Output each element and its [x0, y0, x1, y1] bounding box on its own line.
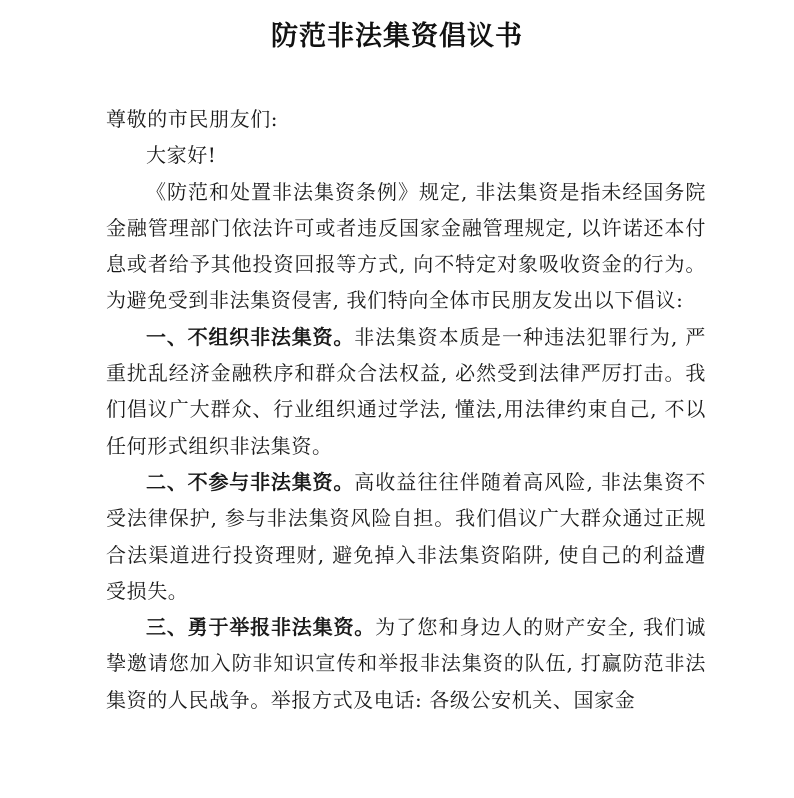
intro-paragraph: 《防范和处置非法集资条例》规定, 非法集资是指未经国务院金融管理部门依法许可或者违反国家金融管理规定, 以许诺还本付息或者给予其他投资回报等方式, 向不特定对象吸收资金的行为。为避免受到非法集资侵害, 我们特向全体市民朋友发出以下倡议: — [106, 179, 706, 313]
item-paragraph-2 — [106, 464, 706, 609]
page-title: 防范非法集资倡议书 — [271, 21, 523, 52]
item-lead-2: 二、不参与非法集资。 — [146, 469, 355, 494]
item-text-3: 为了您和身边人的财产安全, 我们诚挚邀请您加入防非知识宣传和举报非法集资的队伍, 打赢防范非法集资的人民战争。举报方式及电话: 各级公安机关、国家金 — [106, 615, 706, 712]
salutation: 尊敬的市民朋友们: — [106, 107, 279, 131]
item-text-1: 非法集资本质是一种违法犯罪行为, 严重扰乱经济金融秩序和群众合法权益, 必然受到法律严厉打击。我们倡议广大群众、行业组织通过学法, 懂法,用法律约束自己, 不以任何形式组织非法集资。 — [106, 324, 707, 458]
document-body — [106, 101, 706, 718]
item-paragraph-1 — [106, 319, 706, 464]
greeting: 大家好! — [146, 143, 217, 168]
item-lead-1: 一、不组织非法集资。 — [146, 324, 355, 349]
item-lead-3: 三、勇于举报非法集资。 — [146, 615, 376, 640]
item-paragraph-3 — [106, 609, 706, 718]
item-text-2: 高收益往往伴随着高风险, 非法集资不受法律保护, 参与非法集资风险自担。我们倡议广大群众通过正规合法渠道进行投资理财, 避免掉入非法集资陷阱, 使自己的利益遭受损失。 — [106, 469, 707, 603]
